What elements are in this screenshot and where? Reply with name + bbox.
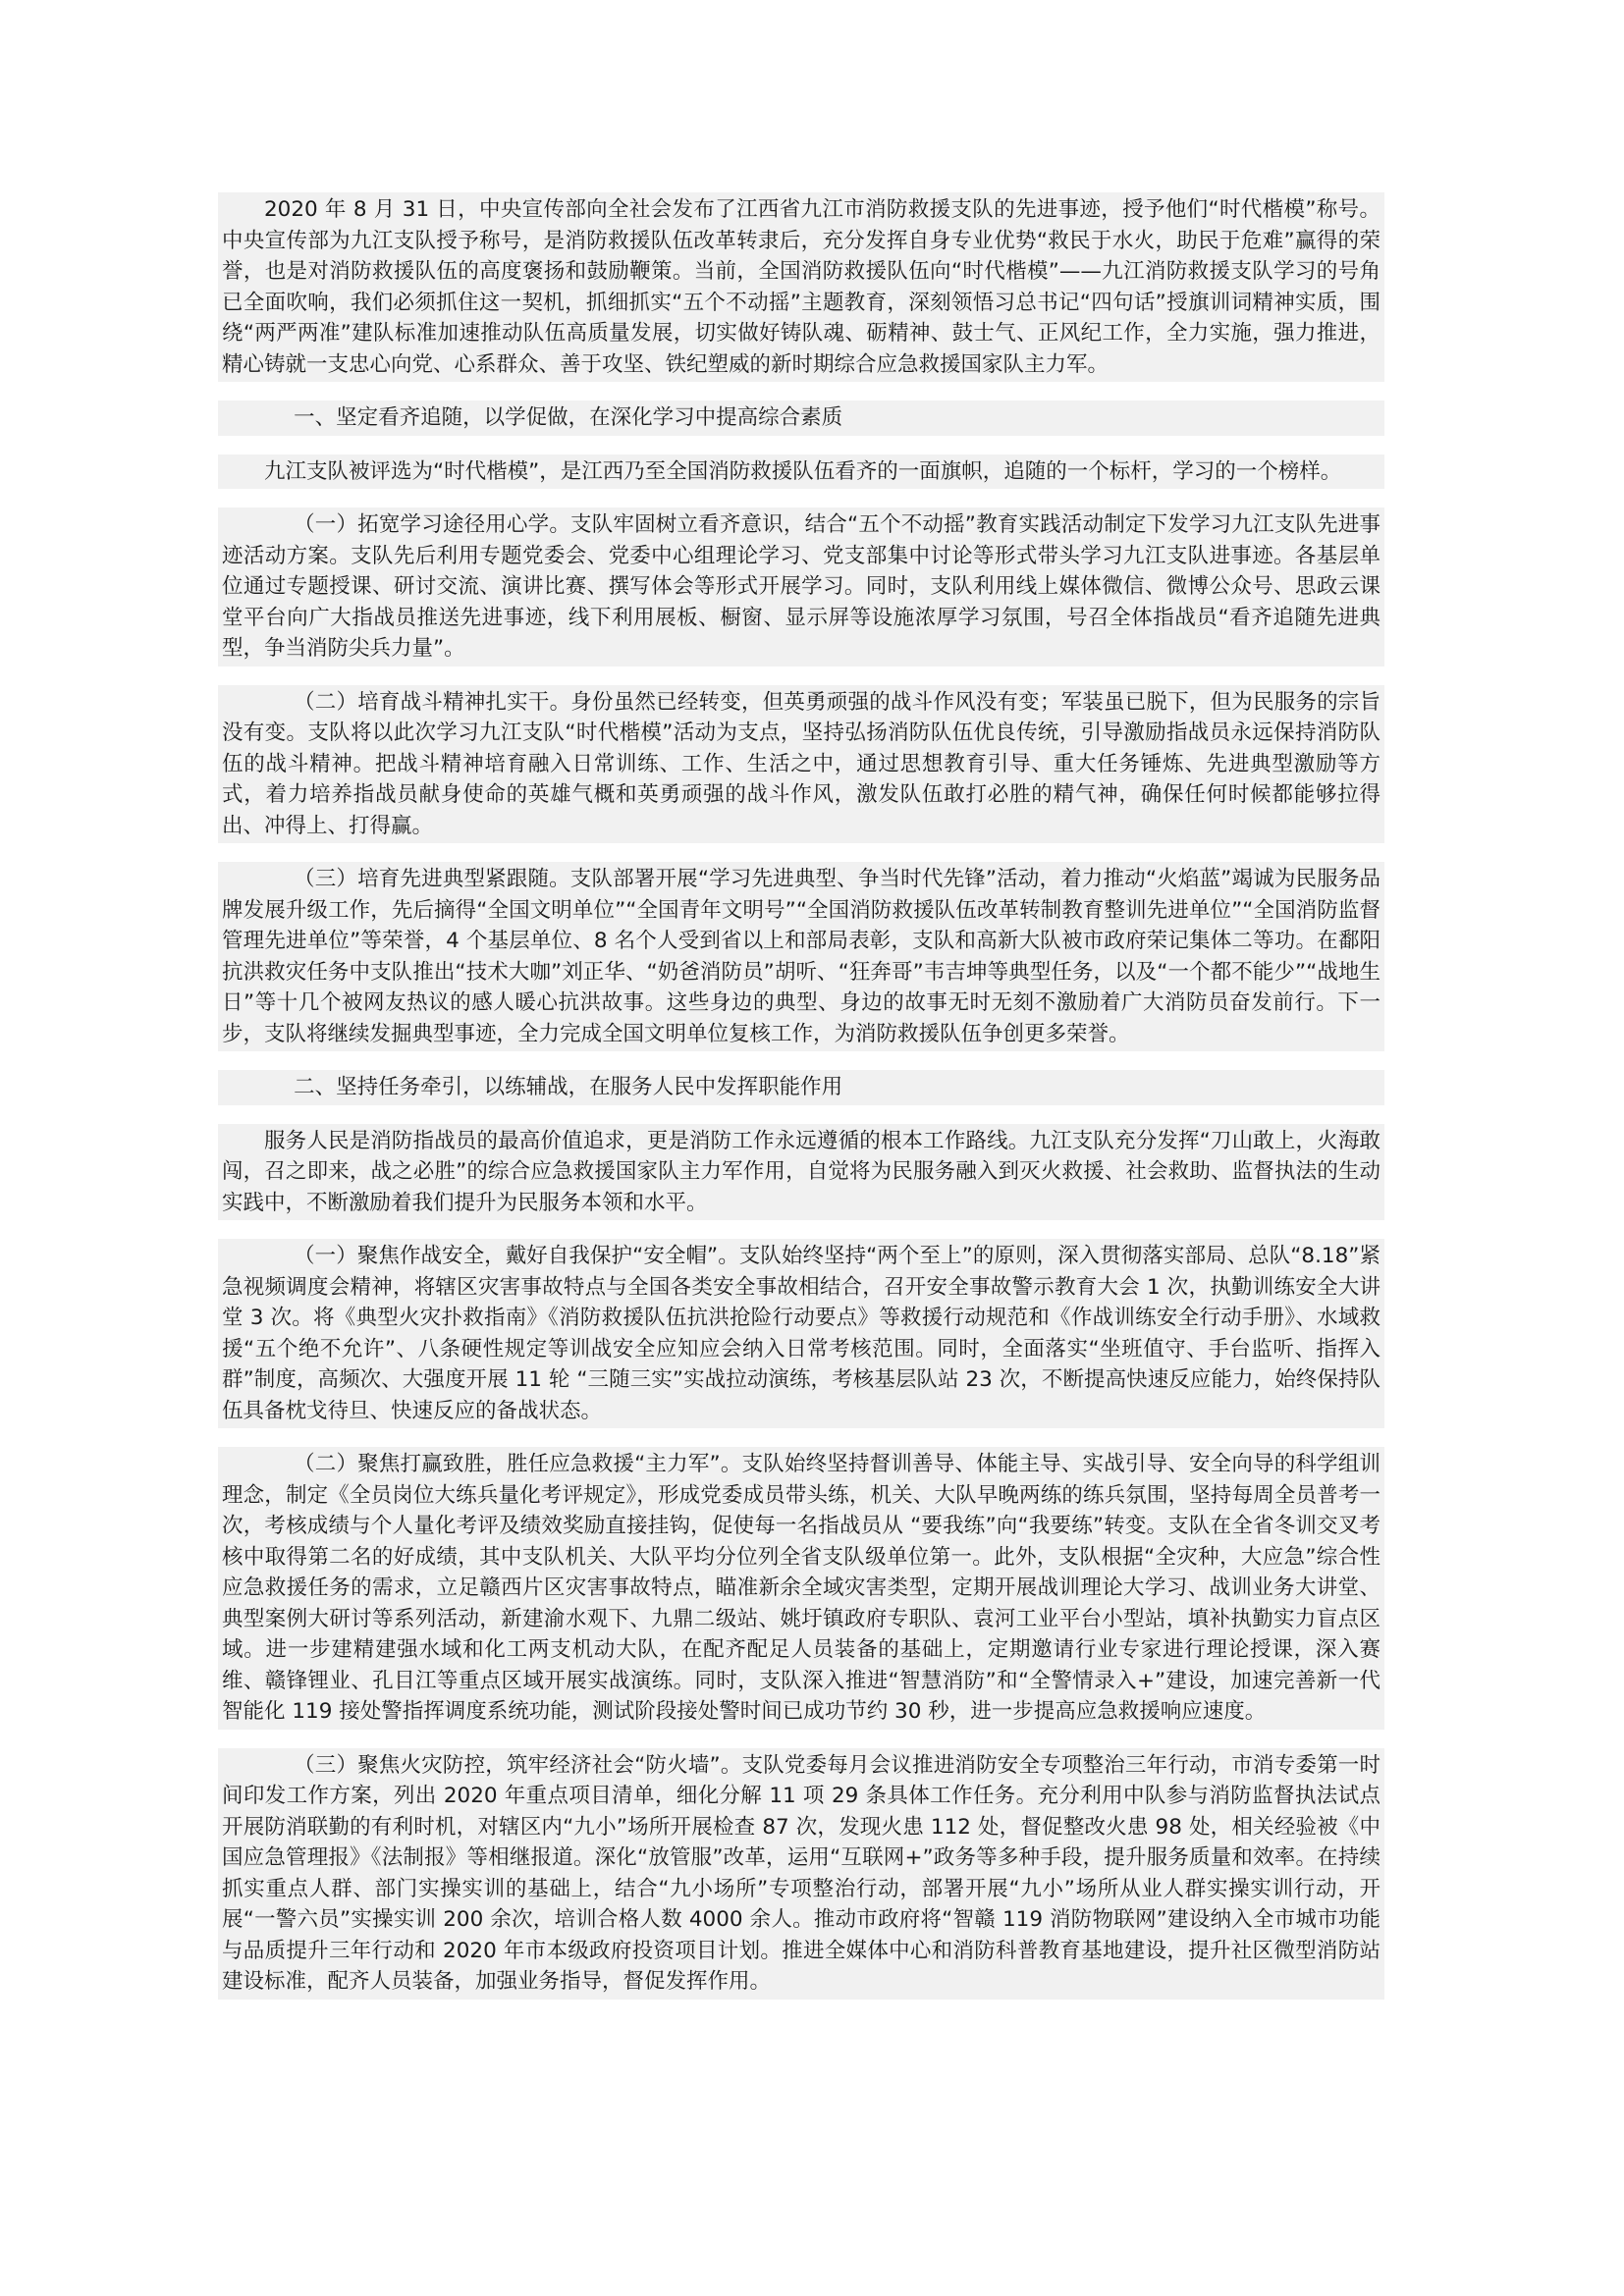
section-1-item-1: （一）拓宽学习途径用心学。支队牢固树立看齐意识，结合“五个不动摇”教育实践活动制定下发学习九江支队先进事迹活动方案。支队先后利用专题党委会、党委中心组理论学习、党支部集中讨论等形式带头学习九江支队进事迹。各基层单位通过专题授课、研讨交流、演讲比赛、撰写体会等形式开展学习。同时，支队利用线上媒体微信、微博公众号、思政云课堂平台向广大指战员推送先进事迹，线下利用展板、橱窗、显示屏等设施浓厚学习氛围，号召全体指战员“看齐追随先进典型，争当消防尖兵力量”。 — [218, 507, 1384, 667]
section-2-item-2: （二）聚焦打赢致胜，胜任应急救援“主力军”。支队始终坚持督训善导、体能主导、实战引导、安全向导的科学组训理念，制定《全员岗位大练兵量化考评规定》，形成党委成员带头练，机关、大队早晚两练的练兵氛围，坚持每周全员普考一次，考核成绩与个人量化考评及绩效奖励直接挂钩，促使每一名指战员从 “要我练”向“我要练”转变。支队在全省冬训交叉考核中取得第二名的好成绩，其中支队机关、大队平均分位列全省支队级单位第一。此外，支队根据“全灾种，大应急”综合性应急救援任务的需求，立足赣西片区灾害事故特点，瞄准新余全域灾害类型，定期开展战训理论大学习、战训业务大讲堂、典型案例大研讨等系列活动，新建渝水观下、九鼎二级站、姚圩镇政府专职队、袁河工业平台小型站，填补执勤实力盲点区域。进一步建精建强水域和化工两支机动大队，在配齐配足人员装备的基础上，定期邀请行业专家进行理论授课，深入赛维、赣锋锂业、孔目江等重点区域开展实战演练。同时，支队深入推进“智慧消防”和“全警情录入+”建设，加速完善新一代智能化 119 接处警指挥调度系统功能，测试阶段接处警时间已成功节约 30 秒，进一步提高应急救援响应速度。 — [218, 1447, 1384, 1730]
intro-paragraph: 2020 年 8 月 31 日，中央宣传部向全社会发布了江西省九江市消防救援支队的先进事迹，授予他们“时代楷模”称号。中央宣传部为九江支队授予称号，是消防救援队伍改革转隶后，充分发挥自身专业优势“救民于水火，助民于危难”赢得的荣誉，也是对消防救援队伍的高度褒扬和鼓励鞭策。当前，全国消防救援队伍向“时代楷模”——九江消防救援支队学习的号角已全面吹响，我们必须抓住这一契机，抓细抓实“五个不动摇”主题教育，深刻领悟习总书记“四句话”授旗训词精神实质，围绕“两严两准”建队标准加速推动队伍高质量发展，切实做好铸队魂、砺精神、鼓士气、正风纪工作，全力实施，强力推进，精心铸就一支忠心向党、心系群众、善于攻坚、铁纪塑威的新时期综合应急救援国家队主力军。 — [218, 192, 1384, 382]
section-2-item-1: （一）聚焦作战安全，戴好自我保护“安全帽”。支队始终坚持“两个至上”的原则，深入贯彻落实部局、总队“8.18”紧急视频调度会精神，将辖区灾害事故特点与全国各类安全事故相结合，召开安全事故警示教育大会 1 次，执勤训练安全大讲堂 3 次。将《典型火灾扑救指南》《消防救援队伍抗洪抢险行动要点》等救援行动规范和《作战训练安全行动手册》、水域救援“五个绝不允许”、八条硬性规定等训战安全应知应会纳入日常考核范围。同时，全面落实“坐班值守、手台监听、指挥入群”制度，高频次、大强度开展 11 轮 “三随三实”实战拉动演练，考核基层队站 23 次，不断提高快速反应能力，始终保持队伍具备枕戈待旦、快速反应的备战状态。 — [218, 1239, 1384, 1428]
document-body — [218, 192, 1384, 2000]
section-heading-2: 二、坚持任务牵引，以练辅战，在服务人民中发挥职能作用 — [218, 1070, 1384, 1105]
section-1-item-2: （二）培育战斗精神扎实干。身份虽然已经转变，但英勇顽强的战斗作风没有变；军装虽已脱下，但为民服务的宗旨没有变。支队将以此次学习九江支队“时代楷模”活动为支点，坚持弘扬消防队伍优良传统，引导激励指战员永远保持消防队伍的战斗精神。把战斗精神培育融入日常训练、工作、生活之中，通过思想教育引导、重大任务锤炼、先进典型激励等方式，着力培养指战员献身使命的英雄气概和英勇顽强的战斗作风，激发队伍敢打必胜的精气神，确保任何时候都能够拉得出、冲得上、打得赢。 — [218, 685, 1384, 844]
section-heading-1: 一、坚定看齐追随，以学促做，在深化学习中提高综合素质 — [218, 400, 1384, 436]
section-2-intro: 服务人民是消防指战员的最高价值追求，更是消防工作永远遵循的根本工作路线。九江支队充分发挥“刀山敢上，火海敢闯，召之即来，战之必胜”的综合应急救援国家队主力军作用，自觉将为民服务融入到灭火救援、社会救助、监督执法的生动实践中，不断激励着我们提升为民服务本领和水平。 — [218, 1124, 1384, 1221]
section-1-intro: 九江支队被评选为“时代楷模”，是江西乃至全国消防救援队伍看齐的一面旗帜，追随的一个标杆，学习的一个榜样。 — [218, 454, 1384, 490]
section-2-item-3: （三）聚焦火灾防控，筑牢经济社会“防火墙”。支队党委每月会议推进消防安全专项整治三年行动，市消专委第一时间印发工作方案，列出 2020 年重点项目清单，细化分解 11 项 29 条具体工作任务。充分利用中队参与消防监督执法试点开展防消联勤的有利时机，对辖区内“九小”场所开展检查 87 次，发现火患 112 处，督促整改火患 98 处，相关经验被《中国应急管理报》《法制报》等相继报道。深化“放管服”改革，运用“互联网+”政务等多种手段，提升服务质量和效率。在持续抓实重点人群、部门实操实训的基础上，结合“九小场所”专项整治行动，部署开展“九小”场所从业人群实操实训行动，开展“一警六员”实操实训 200 余次，培训合格人数 4000 余人。推动市政府将“智赣 119 消防物联网”建设纳入全市城市功能与品质提升三年行动和 2020 年市本级政府投资项目计划。推进全媒体中心和消防科普教育基地建设，提升社区微型消防站建设标准，配齐人员装备，加强业务指导，督促发挥作用。 — [218, 1748, 1384, 2000]
section-1-item-3: （三）培育先进典型紧跟随。支队部署开展“学习先进典型、争当时代先锋”活动，着力推动“火焰蓝”竭诚为民服务品牌发展升级工作，先后摘得“全国文明单位”“全国青年文明号”“全国消防救援队伍改革转制教育整训先进单位”“全国消防监督管理先进单位”等荣誉，4 个基层单位、8 名个人受到省以上和部局表彰，支队和高新大队被市政府荣记集体二等功。在鄱阳抗洪救灾任务中支队推出“技术大咖”刘正华、“奶爸消防员”胡听、“狂奔哥”韦吉坤等典型任务，以及“一个都不能少”“战地生日”等十几个被网友热议的感人暖心抗洪故事。这些身边的典型、身边的故事无时无刻不激励着广大消防员奋发前行。下一步，支队将继续发掘典型事迹，全力完成全国文明单位复核工作，为消防救援队伍争创更多荣誉。 — [218, 862, 1384, 1051]
